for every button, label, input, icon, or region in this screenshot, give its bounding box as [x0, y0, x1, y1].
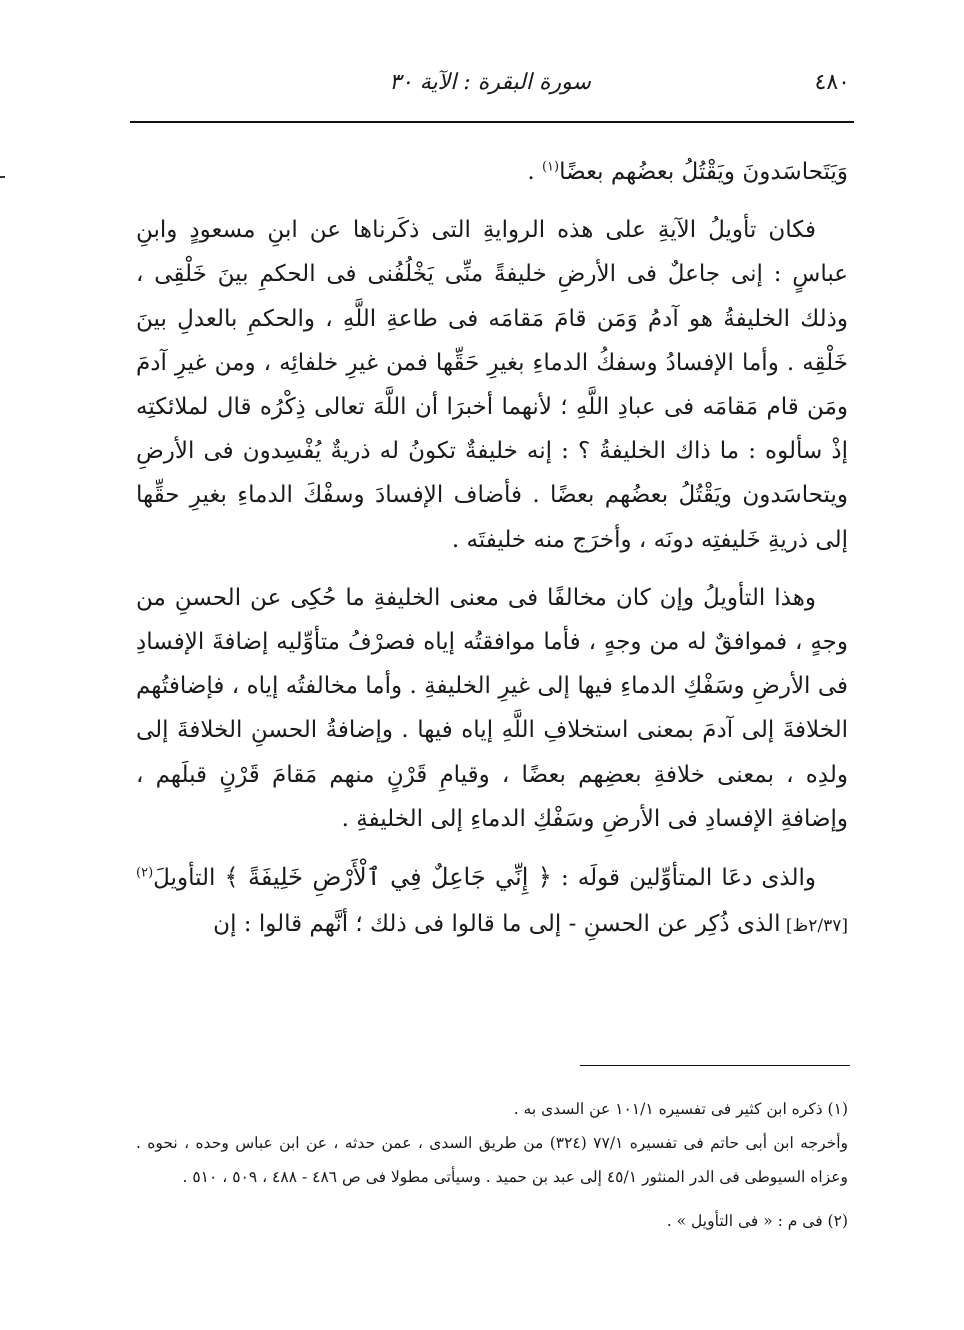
- manuscript-reference: [٢/٣٧ظ]: [780, 916, 848, 937]
- footnote-marker-1: (١): [541, 159, 560, 175]
- footnotes: [136, 1092, 848, 1238]
- paragraph-3: وهذا التأويلُ وإن كان مخالفًا فى معنى الخليفةِ ما حُكِى عن الحسنِ من وجهٍ ، فموافقٌ له من وجهٍ ، فأما موافقتُه إياه فصرْفُ متأوِّليه إضافةَ الإفسادِ فى الأرضِ وسَفْكِ الدماءِ فيها إلى غيرِ الخليفةِ . وأما مخالفتُه إياه ، فإضافتُهم الخلافةَ إلى آدمَ بمعنى استخلافِ اللَّهِ إياه فيها . وإضافةُ الحسنِ الخلافةَ إلى ولدِه ، بمعنى خلافةِ بعضِهم بعضًا ، وقيامِ قَرْنٍ منهم مَقامَ قَرْنٍ قبلَهم ، وإضافةِ الإفسادِ فى الأرضِ وسَفْكِ الدماءِ إلى الخليفةِ .: [136, 584, 848, 832]
- footnote-1-line-1: (١) ذكره ابن كثير فى تفسيره ١٠١/١ عن السدى به .: [513, 1100, 848, 1118]
- footnote-rule: [580, 1065, 850, 1066]
- paragraph-4-before: والذى دعَا المتأوِّلين قولَه :: [551, 865, 816, 892]
- page-number: ٤٨٠: [814, 70, 850, 95]
- footnote-2: (٢) فى م : « فى التأويل » .: [666, 1212, 848, 1230]
- header-rule: [130, 121, 854, 123]
- main-text: [136, 150, 848, 962]
- page-header: [130, 70, 850, 110]
- footnote-1-line-2: وأخرجه ابن أبى حاتم فى تفسيره ٧٧/١ (٣٢٤) من طريق السدى ، عمن حدثه ، عن ابن عباس وحده ، نحوه . وعزاه السيوطى فى الدر المنثور ٤٥/١ إلى عبد بن حميد . وسيأتى مطولا فى ص ٤٨٦ - ٤٨٨ ، ٥٠٩ ، ٥١٠ .: [136, 1134, 848, 1186]
- quran-verse: ﴿ إِنِّي جَاعِلٌ فِي ٱلْأَرْضِ خَلِيفَةً ﴾: [224, 863, 552, 892]
- paragraph-4-after: الذى ذُكِر عن الحسنِ - إلى ما قالوا فى ذلك ؛ أنَّهم قالوا : إن: [213, 911, 781, 938]
- paragraph-2: فكان تأويلُ الآيةِ على هذه الروايةِ التى ذكَرناها عن ابنِ مسعودٍ وابنِ عباسٍ : إنى جاعلٌ فى الأرضِ خليفةً منِّى يَخْلُفُنى فى الحكمِ بينَ خَلْقِى ، وذلك الخليفةُ هو آدمُ وَمَن قامَ مَقامَه فى طاعةِ اللَّهِ ، والحكمِ بالعدلِ بينَ خَلْقِه . وأما الإفسادُ وسفكُ الدماءِ بغيرِ حَقِّها فمن غيرِ خلفائِه ، ومن غيرِ آدمَ ومَن قام مَقامَه فى عبادِ اللَّهِ ؛ لأنهما أخبرَا أن اللَّهَ تعالى ذِكْرُه قال لملائكتِه إذْ سألوه : ما ذاك الخليفةُ ؟ : إنه خليفةٌ تكونُ له ذريةٌ يُفْسِدون فى الأرضِ ويتحاسَدون ويَقْتُلُ بعضُهم بعضًا . فأضاف الإفسادَ وسفْكَ الدماءِ بغيرِ حقِّها إلى ذريةِ خَليفتِه دونَه ، وأخرَج منه خليفتَه .: [136, 217, 848, 553]
- running-head: سورة البقرة : الآية ٣٠: [389, 70, 591, 95]
- footnote-marker-2: (٢): [136, 865, 154, 881]
- paragraph-1: [136, 150, 848, 194]
- paragraph-1-end: .: [527, 159, 542, 185]
- paragraph-4-middle: التأويلَ: [153, 865, 225, 892]
- margin-mark: [0, 176, 5, 178]
- paragraph-1-text: وَيَتَحاسَدونَ ويَقْتُلُ بعضُهم بعضًا: [559, 159, 848, 185]
- paragraph-4: [136, 855, 848, 948]
